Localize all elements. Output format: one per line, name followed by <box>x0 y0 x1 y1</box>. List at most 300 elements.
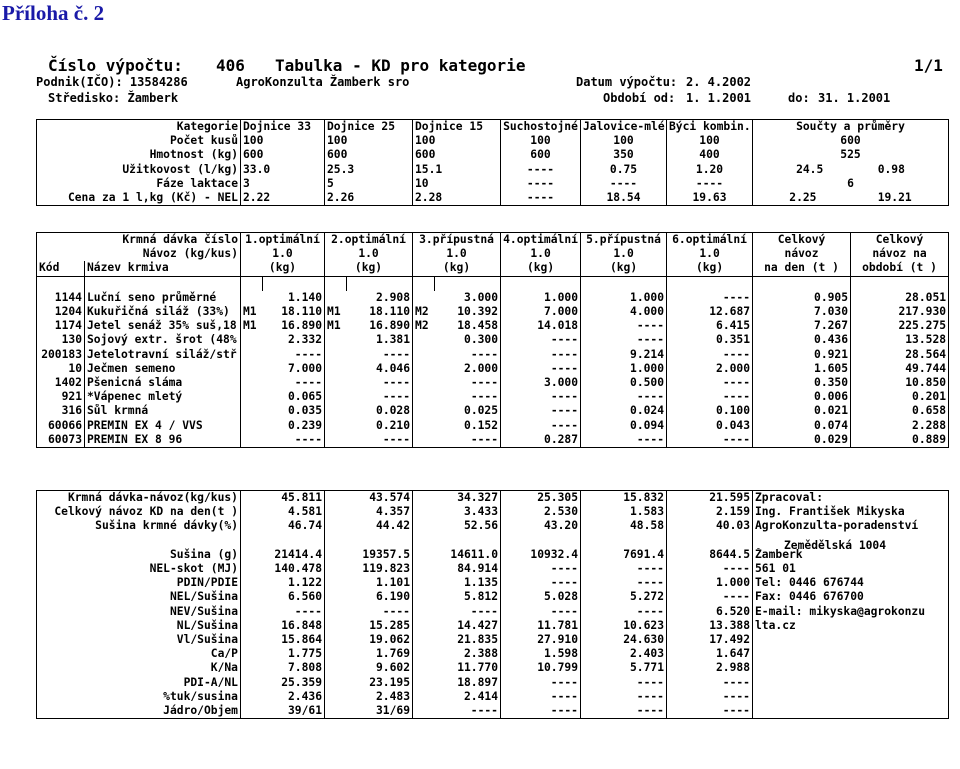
cell-value: ---- <box>667 177 753 191</box>
feed-name: *Vápenec mletý <box>85 390 241 404</box>
cell-value: ---- <box>413 704 501 719</box>
cell-value: 18.54 <box>581 191 667 206</box>
feed-amount: 7.000 <box>288 361 323 375</box>
contact-line <box>753 704 949 719</box>
total1-header: na den (t ) <box>753 261 851 276</box>
mix-prefix <box>241 362 263 376</box>
cell-value: ---- <box>501 177 581 191</box>
row-label: Krmná dávka číslo <box>122 233 238 246</box>
feed-code: 200183 <box>41 347 82 361</box>
cell-value: 2.26 <box>325 191 413 206</box>
feed-code: 1144 <box>54 290 82 304</box>
feed-row <box>37 305 949 319</box>
ration-row-number <box>37 233 949 248</box>
unit: (kg) <box>581 261 667 276</box>
contact-line: 561 01 <box>753 562 949 576</box>
cat-row-yield <box>37 163 949 177</box>
cell-value: 11.781 <box>501 619 581 633</box>
cell-value: 3 <box>241 177 325 191</box>
cell-value: 1.000 <box>667 576 753 590</box>
feed-amount: 0.025 <box>464 404 499 418</box>
period-to: 31. 1.2001 <box>818 91 891 105</box>
cell-value: 600 <box>241 148 325 162</box>
contact-line <box>753 661 949 675</box>
feed-code: 316 <box>61 404 82 418</box>
feed-amount: 0.239 <box>288 418 323 432</box>
feed-amount: ---- <box>382 376 411 390</box>
cell-value: 10 <box>413 177 501 191</box>
cell-value: 100 <box>581 134 667 148</box>
feed-amount: 1.140 <box>288 290 323 304</box>
mix-prefix <box>241 291 263 305</box>
cell-value: 15.1 <box>413 163 501 177</box>
contact-line: Fax: 0446 676700 <box>753 590 949 604</box>
cell-value: 14611.0 <box>413 548 501 562</box>
cell-value: 2.436 <box>241 690 325 704</box>
mix-prefix <box>325 291 347 305</box>
cell-value: ---- <box>501 605 581 619</box>
period-to-label: do: <box>788 91 810 105</box>
cell-value: 100 <box>413 134 501 148</box>
feed-amount: 9.214 <box>581 348 667 362</box>
feed-amount: 6.415 <box>667 319 753 333</box>
categories-table <box>36 119 949 206</box>
cell-value: 17.492 <box>667 633 753 647</box>
spacer-row <box>37 276 949 291</box>
cell-value: ---- <box>667 590 753 604</box>
nutrient-row <box>37 661 949 675</box>
ration-name: 5.přípustná <box>581 233 667 248</box>
total2-header: Celkový <box>851 233 949 248</box>
cell-value: 21414.4 <box>241 548 325 562</box>
mix-prefix: M1 <box>325 319 347 333</box>
total-per-day: 7.030 <box>753 305 851 319</box>
ration-name: 1.optimální <box>241 233 325 248</box>
ration-name: 3.přípustná <box>413 233 501 248</box>
spacer <box>37 247 85 261</box>
cell-value: 1.583 <box>581 505 667 519</box>
cell-value: 1.135 <box>413 576 501 590</box>
feed-code: 60066 <box>47 418 82 432</box>
unit: (kg) <box>667 261 753 276</box>
mix-prefix <box>413 348 435 362</box>
nutrient-row <box>37 633 949 647</box>
cell-value: 15.864 <box>241 633 325 647</box>
mix-prefix <box>325 376 347 390</box>
feed-row <box>37 319 949 333</box>
feed-amount: ---- <box>294 432 323 446</box>
cell-value: 43.574 <box>325 491 413 506</box>
totals-price-b: 19.21 <box>877 191 912 205</box>
row-label: NEL/Sušina <box>169 590 238 604</box>
cell-value: 21.835 <box>413 633 501 647</box>
summary-row <box>37 519 949 533</box>
feed-amount: 0.035 <box>288 404 323 418</box>
feed-name: Kukuřičná siláž (33%) <box>85 305 241 319</box>
cell-value: 19.062 <box>325 633 413 647</box>
feed-amount: ---- <box>470 432 499 446</box>
ration-name: 6.optimální <box>667 233 753 248</box>
feed-row <box>37 376 949 390</box>
mix-prefix <box>413 433 435 448</box>
feed-amount: ---- <box>581 390 667 404</box>
cell-value: 400 <box>667 148 753 162</box>
total1-header: Celkový <box>753 233 851 248</box>
feed-amount: 0.065 <box>288 390 323 404</box>
cell-value: 15.285 <box>325 619 413 633</box>
cell-value: 2.403 <box>581 647 667 661</box>
row-label: Jádro/Objem <box>163 704 238 718</box>
summary-table <box>36 490 949 719</box>
cell-value: 2.28 <box>413 191 501 206</box>
contact-line: Žamberk <box>753 548 949 562</box>
cell-value: ---- <box>325 605 413 619</box>
feed-row <box>37 433 949 448</box>
cell-value: ---- <box>501 576 581 590</box>
cell-value: 600 <box>501 148 581 162</box>
unit: (kg) <box>325 261 413 276</box>
feed-code: 10 <box>68 361 82 375</box>
total1-header: návoz <box>753 247 851 261</box>
row-label: Ca/P <box>210 647 238 661</box>
total-per-period: 28.051 <box>851 291 949 305</box>
cell-value: 45.811 <box>241 491 325 506</box>
code-header: Kód <box>37 261 85 276</box>
ration-navoz: 1.0 <box>581 247 667 261</box>
cell-value: 1.101 <box>325 576 413 590</box>
mix-prefix <box>241 376 263 390</box>
total-per-day: 0.006 <box>753 390 851 404</box>
row-label: NEV/Sušina <box>169 604 238 618</box>
feed-row <box>37 333 949 347</box>
cell-value: ---- <box>501 562 581 576</box>
calc-date-label: Datum výpočtu: <box>576 75 678 89</box>
feed-amount: ---- <box>294 376 323 390</box>
cell-value: 5.771 <box>581 661 667 675</box>
ration-name: 4.optimální <box>501 233 581 248</box>
cell-value: ---- <box>501 676 581 690</box>
cell-value: 119.823 <box>325 562 413 576</box>
nutrient-rows <box>37 548 949 719</box>
row-label: Cena za 1 l,kg (Kč) - NEL <box>67 191 238 205</box>
mix-prefix <box>241 404 263 418</box>
mix-prefix <box>413 419 435 433</box>
row-label: Vl/Sušina <box>176 633 238 647</box>
cell-value: 31/69 <box>325 704 413 719</box>
feed-amount: 4.000 <box>581 305 667 319</box>
cell-value: 4.581 <box>241 505 325 519</box>
total-per-day: 0.074 <box>753 419 851 433</box>
cell-value: 13.388 <box>667 619 753 633</box>
feed-row <box>37 404 949 418</box>
cell-value: 1.775 <box>241 647 325 661</box>
nutrient-row <box>37 690 949 704</box>
feed-amount: 0.500 <box>581 376 667 390</box>
cell-value: ---- <box>581 676 667 690</box>
cell-value: 3.433 <box>413 505 501 519</box>
cell-value: 27.910 <box>501 633 581 647</box>
cell-value: 6.190 <box>325 590 413 604</box>
feed-row <box>37 348 949 362</box>
cell-value: ---- <box>667 676 753 690</box>
feed-amount: ---- <box>667 390 753 404</box>
mix-prefix <box>325 419 347 433</box>
feed-amount: ---- <box>581 319 667 333</box>
cell-value: 2.988 <box>667 661 753 675</box>
nutrient-row <box>37 704 949 719</box>
cell-value: 6.560 <box>241 590 325 604</box>
feed-amount: ---- <box>470 390 499 404</box>
row-label: Fáze laktace <box>156 176 238 190</box>
feed-name: PREMIN EX 8 96 <box>85 433 241 448</box>
unit: (kg) <box>413 261 501 276</box>
feed-amount: 16.890 <box>281 319 323 333</box>
cell-value: 6.520 <box>667 605 753 619</box>
feed-amount: 16.890 <box>369 319 411 333</box>
feed-amount: 7.000 <box>501 305 581 319</box>
cell-value: ---- <box>501 163 581 177</box>
cell-value: 39/61 <box>241 704 325 719</box>
feed-amount: 18.110 <box>281 305 323 318</box>
cell-value: 84.914 <box>413 562 501 576</box>
feed-amount: ---- <box>667 433 753 448</box>
category-name: Dojnice 15 <box>413 120 501 135</box>
feed-amount: 10.392 <box>457 305 499 318</box>
contact-line: Tel: 0446 676744 <box>753 576 949 590</box>
cat-row-phase <box>37 177 949 191</box>
feed-amount: ---- <box>294 347 323 361</box>
feed-amount: ---- <box>501 419 581 433</box>
category-name: Býci kombin. <box>667 120 753 135</box>
cell-value: ---- <box>581 177 667 191</box>
cell-value: 34.327 <box>413 491 501 506</box>
total-per-day: 0.021 <box>753 404 851 418</box>
feed-amount: ---- <box>501 362 581 376</box>
cell-value: 100 <box>325 134 413 148</box>
feed-amount: 3.000 <box>464 290 499 304</box>
feed-amount: 18.458 <box>457 319 499 333</box>
table-title: Tabulka - KD pro kategorie <box>275 56 526 75</box>
mix-prefix <box>413 390 435 404</box>
total-per-period: 28.564 <box>851 348 949 362</box>
contact-line: AgroKonzulta-poradenství <box>753 519 949 533</box>
row-label: PDI-A/NL <box>183 675 238 689</box>
cell-value: 2.22 <box>241 191 325 206</box>
feed-amount: 3.000 <box>501 376 581 390</box>
cell-value: 1.647 <box>667 647 753 661</box>
nutrient-row <box>37 562 949 576</box>
row-label: NEL-skot (MJ) <box>149 562 238 575</box>
total-per-day: 0.350 <box>753 376 851 390</box>
cell-value: 1.122 <box>241 576 325 590</box>
cell-value: 5.812 <box>413 590 501 604</box>
name-header: Název krmiva <box>85 261 241 276</box>
cell-value: ---- <box>581 704 667 719</box>
mix-prefix <box>325 333 347 347</box>
cat-row-names <box>37 120 949 135</box>
feed-code: 1174 <box>54 319 82 333</box>
cell-value: 6 <box>753 177 949 191</box>
cell-value: ---- <box>241 605 325 619</box>
cell-value: 600 <box>753 134 949 148</box>
feed-amount: 1.381 <box>376 333 411 347</box>
total-per-day: 0.921 <box>753 348 851 362</box>
row-label: Návoz (kg/kus) <box>142 247 238 261</box>
category-name: Dojnice 33 <box>241 120 325 135</box>
row-label: Hmotnost (kg) <box>149 148 238 162</box>
feed-amount: 14.018 <box>501 319 581 333</box>
mix-prefix <box>325 404 347 418</box>
calc-date: 2. 4.2002 <box>686 75 752 89</box>
mix-prefix <box>413 376 435 390</box>
cell-value: 8644.5 <box>667 548 753 562</box>
totals-yield-b: 0.98 <box>877 162 905 176</box>
cell-value: 16.848 <box>241 619 325 633</box>
mix-prefix <box>325 348 347 362</box>
total-per-period: 0.658 <box>851 404 949 418</box>
annex-title: Příloha č. 2 <box>2 1 105 25</box>
total-per-period: 217.930 <box>851 305 949 319</box>
feed-code: 60073 <box>47 432 82 446</box>
cell-value: ---- <box>667 690 753 704</box>
cell-value: ---- <box>667 562 753 576</box>
mix-prefix: M2 <box>413 305 435 319</box>
cell-value: 525 <box>753 148 949 162</box>
row-label: PDIN/PDIE <box>176 576 238 590</box>
feed-amount: ---- <box>581 433 667 448</box>
contact-line: Zpracoval: <box>753 491 949 506</box>
cat-row-count <box>37 134 949 148</box>
feed-rows <box>37 291 949 448</box>
total-per-day: 0.029 <box>753 433 851 448</box>
mix-prefix <box>241 433 263 448</box>
cell-value: ---- <box>581 562 667 576</box>
row-label: %tuk/susina <box>163 689 238 703</box>
cell-value: ---- <box>413 605 501 619</box>
summary-row <box>37 491 949 506</box>
ration-navoz: 1.0 <box>325 247 413 261</box>
mix-prefix <box>325 433 347 448</box>
feed-name: Luční seno průměrné <box>85 291 241 305</box>
feed-amount: 0.043 <box>667 419 753 433</box>
category-name: Jalovice-mlé <box>581 120 667 135</box>
row-label: K/Na <box>210 661 238 675</box>
ration-navoz: 1.0 <box>667 247 753 261</box>
feed-name: Sojový extr. šrot (48% <box>85 333 241 347</box>
feed-amount: 0.100 <box>667 404 753 418</box>
rations-table <box>36 232 949 448</box>
summary-rows <box>37 491 949 534</box>
cell-value: 5 <box>325 177 413 191</box>
cell-value: 15.832 <box>581 491 667 506</box>
cell-value: 10.799 <box>501 661 581 675</box>
summary-row <box>37 505 949 519</box>
cell-value: 2.483 <box>325 690 413 704</box>
cell-value: 18.897 <box>413 676 501 690</box>
row-label: Krmná dávka-návoz(kg/kus) <box>67 491 238 504</box>
feed-amount: 0.351 <box>667 333 753 347</box>
feed-amount: ---- <box>667 348 753 362</box>
feed-amount: 0.024 <box>581 404 667 418</box>
feed-amount: 0.287 <box>501 433 581 448</box>
total-per-period: 13.528 <box>851 333 949 347</box>
ration-row-units <box>37 261 949 276</box>
total-per-day: 0.436 <box>753 333 851 347</box>
mix-prefix <box>413 404 435 418</box>
totals-label: Součty a průměry <box>753 120 949 135</box>
category-name: Dojnice 25 <box>325 120 413 135</box>
mix-prefix: M1 <box>241 305 263 319</box>
cell-value: 100 <box>501 134 581 148</box>
feed-amount: ---- <box>382 432 411 446</box>
cell-value: 600 <box>325 148 413 162</box>
cell-value: 2.530 <box>501 505 581 519</box>
ration-navoz: 1.0 <box>241 247 325 261</box>
feed-amount: ---- <box>382 347 411 361</box>
cell-value: 9.602 <box>325 661 413 675</box>
cell-value: 21.595 <box>667 491 753 506</box>
cell-value: 19.63 <box>667 191 753 206</box>
row-label: NL/Sušina <box>176 618 238 632</box>
feed-name: Jetel senáž 35% suš,18 <box>85 319 241 333</box>
period-from-label: Období od: <box>603 91 676 105</box>
total-per-period: 0.889 <box>851 433 949 448</box>
cell-value: 19357.5 <box>325 548 413 562</box>
feed-amount: 12.687 <box>667 305 753 319</box>
unit: (kg) <box>241 261 325 276</box>
feed-code: 1402 <box>54 376 82 390</box>
cell-value: ---- <box>581 605 667 619</box>
calc-number: 406 <box>216 56 245 75</box>
totals-price-a: 2.25 <box>789 191 817 205</box>
row-label: Sušina (g) <box>169 547 238 561</box>
cell-value: 600 <box>413 148 501 162</box>
feed-amount: 1.000 <box>501 291 581 305</box>
feed-amount: 1.000 <box>581 291 667 305</box>
cell-value: ---- <box>581 576 667 590</box>
cell-value: 46.74 <box>241 519 325 533</box>
feed-amount: 18.110 <box>369 305 411 318</box>
cell-value: 10932.4 <box>501 548 581 562</box>
feed-amount: ---- <box>501 404 581 418</box>
feed-amount: 2.908 <box>376 290 411 304</box>
spacer <box>37 233 85 248</box>
feed-name: Sůl krmná <box>85 404 241 418</box>
totals-yield-a: 24.5 <box>796 162 824 176</box>
mix-prefix: M2 <box>413 319 435 333</box>
cell-value: 11.770 <box>413 661 501 675</box>
cell-value: ---- <box>501 704 581 719</box>
contact-line <box>753 676 949 690</box>
mix-prefix <box>413 362 435 376</box>
total-per-day: 7.267 <box>753 319 851 333</box>
feed-amount: ---- <box>667 291 753 305</box>
feed-amount: 0.094 <box>581 419 667 433</box>
row-label: Celkový návoz KD na den(t ) <box>54 505 238 519</box>
cell-value: 44.42 <box>325 519 413 533</box>
cell-value: 1.598 <box>501 647 581 661</box>
total2-header: návoz na <box>851 247 949 261</box>
cell-value: ---- <box>667 704 753 719</box>
cell-value: 140.478 <box>241 562 325 576</box>
cell-value: 4.357 <box>325 505 413 519</box>
cell-value: 5.272 <box>581 590 667 604</box>
total2-header: období (t ) <box>851 261 949 276</box>
feed-amount: 2.000 <box>667 362 753 376</box>
total-per-day: 1.605 <box>753 362 851 376</box>
feed-code: 130 <box>61 333 82 347</box>
cell-value: 52.56 <box>413 519 501 533</box>
